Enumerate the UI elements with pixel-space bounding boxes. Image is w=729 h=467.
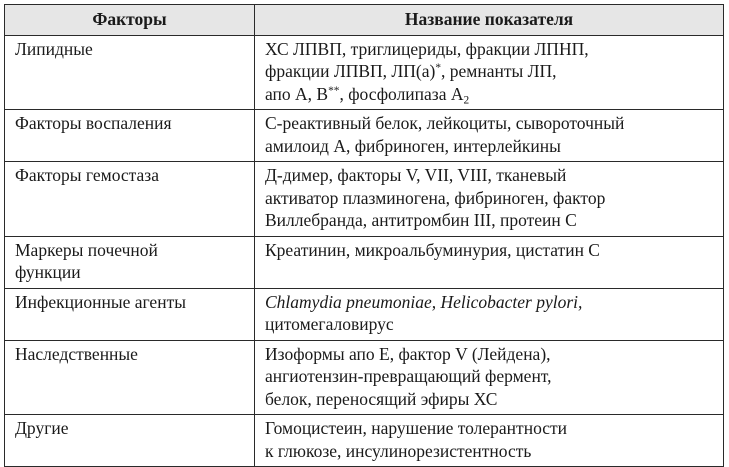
indicator-text: , фосфолипаза А bbox=[339, 83, 464, 104]
indicator-line bbox=[265, 38, 715, 61]
table-row bbox=[5, 35, 724, 110]
footnote-mark: ** bbox=[328, 84, 340, 97]
indicator-text: активатор плазминогена, фибриноген, фактор bbox=[265, 187, 606, 208]
indicator-cell bbox=[255, 236, 724, 288]
factor-name-line: Другие bbox=[15, 418, 69, 438]
factor-name-line: Инфекционные агенты bbox=[15, 291, 186, 312]
indicator-line bbox=[265, 239, 715, 262]
indicator-text: ангиотензин-превращающий фермент, bbox=[265, 366, 552, 386]
indicator-line bbox=[265, 164, 715, 187]
indicator-text: ХС ЛПВП, триглицериды, фракции ЛПНП, bbox=[265, 38, 589, 59]
factor-name-line: Факторы воспаления bbox=[15, 113, 172, 133]
subscript-text: 2 bbox=[463, 93, 470, 106]
factor-cell bbox=[5, 110, 255, 162]
indicator-line bbox=[265, 440, 715, 463]
indicator-line bbox=[265, 209, 715, 232]
factor-name-line: функции bbox=[15, 262, 81, 282]
indicator-cell bbox=[255, 288, 724, 340]
indicator-text: Креатинин, микроальбуминурия, цистатин С bbox=[265, 239, 600, 260]
indicator-text: Гомоцистеин, нарушение толерантности bbox=[265, 418, 568, 438]
factor-cell bbox=[5, 288, 255, 340]
indicator-cell bbox=[255, 110, 724, 162]
indicator-cell bbox=[255, 340, 724, 415]
table-row bbox=[5, 236, 724, 288]
indicator-cell bbox=[255, 415, 724, 467]
indicator-line bbox=[265, 60, 715, 83]
indicator-text: Д-димер, факторы V, VII, VIII, тканевый bbox=[265, 165, 567, 185]
indicator-text: белок, переносящий эфиры ХС bbox=[265, 388, 498, 409]
indicator-line bbox=[265, 187, 715, 210]
indicator-text: амилоид А, фибриноген, интерлейкины bbox=[265, 135, 561, 156]
indicator-line bbox=[265, 343, 715, 366]
factor-cell bbox=[5, 162, 255, 237]
table-row bbox=[5, 162, 724, 237]
risk-factors-table bbox=[4, 4, 724, 467]
table-row bbox=[5, 415, 724, 467]
indicator-text: к глюкозе, инсулинорезистентность bbox=[265, 440, 532, 461]
factor-name-line: Маркеры почечной bbox=[15, 239, 158, 260]
indicator-line bbox=[265, 291, 715, 314]
table-body bbox=[5, 35, 724, 467]
indicator-text: фракции ЛПВП, ЛП(а) bbox=[265, 61, 436, 81]
factor-name-line: Факторы гемостаза bbox=[15, 165, 159, 185]
indicator-line bbox=[265, 365, 715, 388]
indicator-text: Изоформы апо Е, фактор V (Лейдена), bbox=[265, 343, 551, 364]
indicator-text: апо А, В bbox=[265, 83, 329, 104]
indicator-line bbox=[265, 388, 715, 411]
indicator-line bbox=[265, 83, 715, 106]
header-factors: Факторы bbox=[5, 5, 255, 36]
factor-name-line: Липидные bbox=[15, 38, 93, 59]
factor-cell bbox=[5, 35, 255, 110]
factor-cell bbox=[5, 415, 255, 467]
indicator-line bbox=[265, 417, 715, 440]
indicator-line bbox=[265, 112, 715, 135]
indicator-cell bbox=[255, 35, 724, 110]
indicator-line bbox=[265, 135, 715, 158]
header-row bbox=[5, 5, 724, 36]
indicator-text: Chlamydia pneumoniae, Helicobacter pylori, bbox=[265, 291, 583, 312]
indicator-text: С-реактивный белок, лейкоциты, сывороточный bbox=[265, 113, 625, 133]
factor-cell bbox=[5, 340, 255, 415]
factor-cell bbox=[5, 236, 255, 288]
table-row bbox=[5, 110, 724, 162]
indicator-text: цитомегаловирус bbox=[265, 314, 394, 334]
table-row bbox=[5, 340, 724, 415]
footnote-mark: * bbox=[435, 61, 442, 74]
factor-name-line: Наследственные bbox=[15, 343, 138, 364]
indicator-line bbox=[265, 313, 715, 336]
indicator-text: , ремнанты ЛП, bbox=[441, 61, 557, 81]
indicator-text: Виллебранда, антитромбин III, протеин С bbox=[265, 210, 577, 230]
indicator-cell bbox=[255, 162, 724, 237]
table-row bbox=[5, 288, 724, 340]
header-indicator: Название показателя bbox=[255, 5, 724, 36]
